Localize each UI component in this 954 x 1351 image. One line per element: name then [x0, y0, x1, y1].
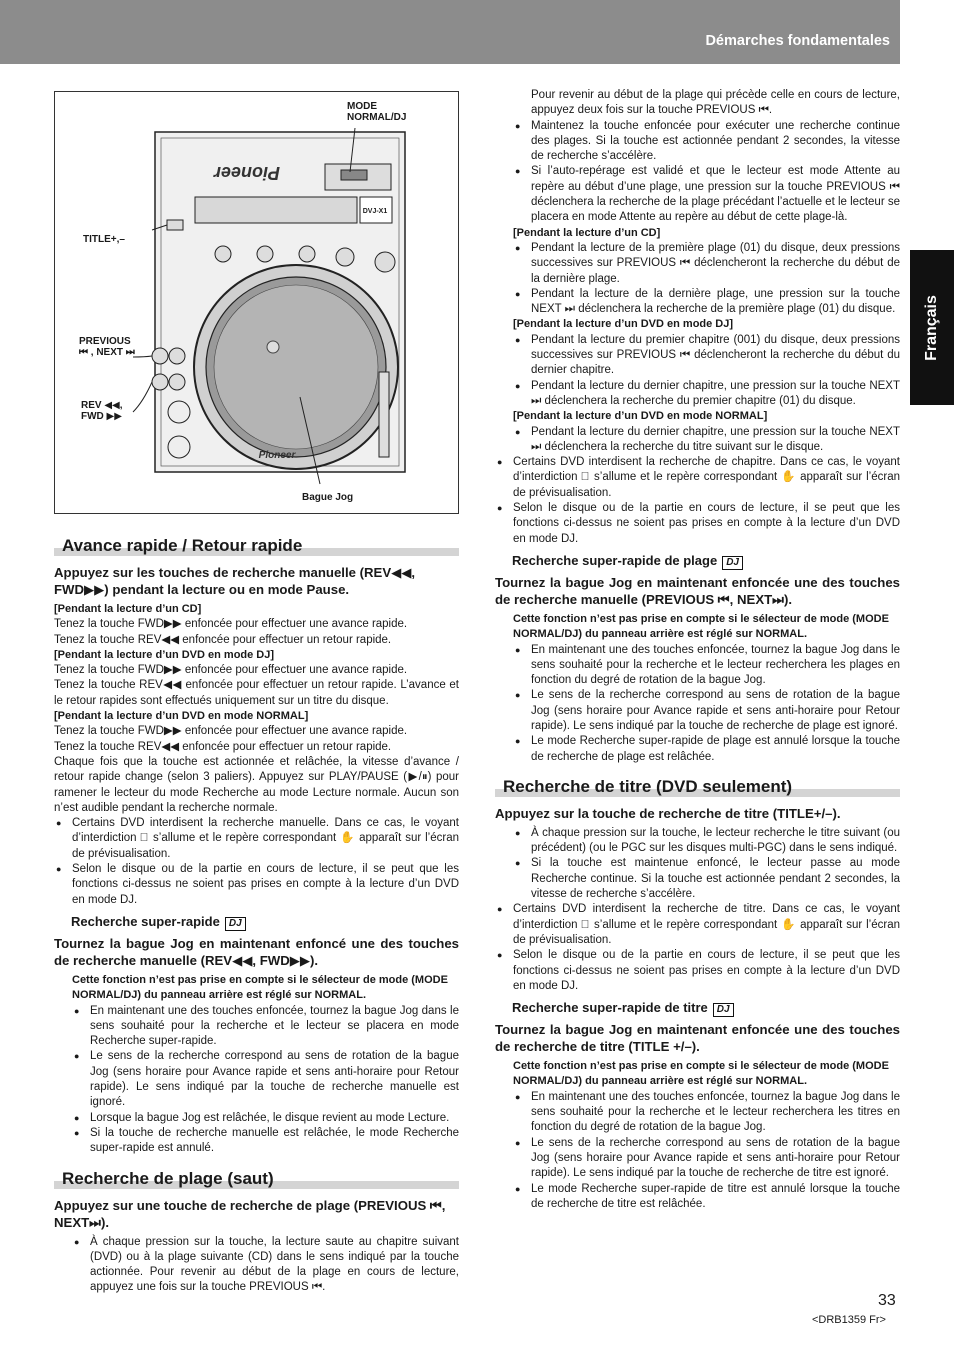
list-item: ● Si la touche de recherche manuelle est relâchée, le mode Recherche super-rapide est annulé. — [72, 1126, 459, 1157]
list-item: ● Pendant la lecture du dernier chapitre, une pression sur la touche NEXT ⏭ déclenchera la recherche du titre suivant sur le disque. — [513, 425, 900, 456]
header-title: Démarches fondamentales — [705, 33, 890, 49]
section2-normal-heading: [Pendant la lecture d’un DVD en mode NORMAL] — [513, 410, 768, 423]
section2-general-bullets — [495, 455, 900, 547]
section1-super-title — [71, 914, 459, 931]
section3-bullets — [513, 826, 900, 902]
list-item: ● Si la touche est maintenue enfoncé, le lecteur passe au mode Recherche continue. Si la touche est actionnée pendant 2 secondes, la vitesse de recherche s’accélère. — [513, 856, 900, 902]
knob-5 — [375, 252, 395, 272]
section2-cd-bullets — [513, 241, 900, 317]
label-mode: MODE NORMAL/DJ — [347, 101, 407, 123]
label-rev-fwd: REV ◀◀, FWD ▶▶ — [81, 400, 123, 422]
section1-cd-line: Tenez la touche FWD▶▶ enfoncée pour effectuer une avance rapide. — [54, 618, 408, 631]
page-number: 33 — [878, 1292, 896, 1309]
section3-super-instruction: Tournez la bague Jog en maintenant enfoncée une des touches de recherche de titre (TITLE +/–). — [495, 1022, 900, 1055]
section1-dj-line: Tenez la touche REV◀◀ enfoncée pour effectuer un retour rapide. L’avance et le retour rapides sont effectués uniquement sur un titre du disque. — [54, 679, 459, 707]
label-previous-next: PREVIOUS ⏮ , NEXT ⏭ — [79, 336, 135, 358]
section1-normal-line: Chaque fois que la touche est actionnée et relâchée, la vitesse d’avance / retour rapide change (selon 3 paliers). Appuyez sur PLAY/PAUSE (▶/⏸) pour ramener le lecteur du mode Recherche au mode Lecture normale. Aucun son n’est audible pendant la recherche normale. — [54, 755, 459, 814]
dj-badge: DJ — [713, 1003, 734, 1017]
model-text: DVJ-X1 — [362, 208, 388, 215]
list-item: ● Pendant la lecture de la dernière plage, une pression sur la touche NEXT ⏭ déclenchera la recherche de la première plage (01) du disque. — [513, 287, 900, 318]
section3-super-title — [512, 1000, 900, 1017]
title-buttons — [167, 220, 183, 230]
section3-instruction: Appuyez sur la touche de recherche de titre (TITLE+/–). — [495, 805, 841, 821]
list-item: ● Si l’auto-repérage est validé et que le lecteur est mode Attente au repère au début d’une plage, une pression sur la touche PREVIOUS ⏮ déclenchera la recherche de la plage précédant l’actuelle et le lecteur se placera en mode Attente au repère au début de cette plage-là. — [513, 164, 900, 225]
section2-super-instruction: Tournez la bague Jog en maintenant enfoncée une des touches de recherche manuelle (PREVIOUS ⏮, NEXT⏭). — [495, 574, 900, 607]
list-item: ● Le sens de la recherche correspond au sens de rotation de la bague Jog (sens horaire pour Avance rapide et sens anti-horaire pour Retour rapide). Le sens indiqué par la touche de recherche de plage est ignoré. — [513, 688, 900, 734]
section1-dj-line: Tenez la touche FWD▶▶ enfoncée pour effectuer une avance rapide. — [54, 664, 408, 677]
section2-bullets-a — [72, 1235, 459, 1296]
list-item: ● Le sens de la recherche correspond au sens de rotation de la bague Jog (sens horaire pour Avance rapide et sens anti-horaire pour Retour rapide). Le sens indiqué par la touche de recherche manuelle est ignoré. — [72, 1049, 459, 1110]
left-column — [54, 532, 459, 1296]
section1-cd-line: Tenez la touche REV◀◀ enfoncée pour effectuer un retour rapide. — [54, 633, 392, 646]
list-item: ● Selon le disque ou de la partie en cours de lecture, il se peut que les fonctions ci-dessus ne soient pas prises en compte à la lecture d’un DVD en mode DJ. — [495, 948, 900, 994]
list-item: ● Certains DVD interdisent la recherche de chapitre. Dans ce cas, le voyant d’interdiction ⃠ s’allume et le repère correspondant ✋ apparaît sur l’écran de prévisualisation. — [495, 455, 900, 501]
section2-super-title — [512, 553, 900, 570]
section2-dj-bullets — [513, 333, 900, 409]
list-item: ● Selon le disque ou de la partie en cours de lecture, il se peut que les fonctions ci-dessus ne soient pas prises en compte à la lecture d’un DVD en mode DJ. — [495, 501, 900, 547]
fwd-button — [169, 374, 185, 390]
section2-cd-heading: [Pendant la lecture d’un CD] — [513, 226, 661, 239]
section2-super-title-text: Recherche super-rapide de plage — [512, 552, 718, 568]
knob-1 — [215, 246, 231, 262]
brand-text: Pioneer — [258, 450, 296, 461]
section3-super-title-text: Recherche super-rapide de titre — [512, 1000, 708, 1016]
device-illustration — [54, 91, 459, 514]
device-drawing — [55, 92, 458, 513]
dj-badge: DJ — [225, 917, 246, 931]
right-column — [495, 88, 900, 1212]
section1-normal-line: Tenez la touche REV◀◀ enfoncée pour effectuer un retour rapide. — [54, 740, 392, 753]
list-item: ● Certains DVD interdisent la recherche manuelle. Dans ce cas, le voyant d’interdiction ⃠ s’allume et le repère correspondant ✋ apparaît sur l’écran de prévisualisation. — [54, 816, 459, 862]
list-item: ● Le sens de la recherche correspond au sens de rotation de la bague Jog (sens horaire pour Avance rapide et sens anti-horaire pour Retour rapide). Le sens indiqué par la touche de recherche de titre est ignoré. — [513, 1136, 900, 1182]
document-code: <DRB1359 Fr> — [812, 1314, 886, 1326]
section2-normal-bullets — [513, 425, 900, 456]
mode-switch — [341, 170, 367, 180]
page-header — [0, 0, 900, 64]
section2-super-note: Cette fonction n’est pas prise en compte si le sélecteur de mode (MODE NORMAL/DJ) du panneau arrière est réglé sur NORMAL. — [513, 612, 889, 641]
leader-previous — [133, 356, 152, 357]
section3-general-bullets — [495, 902, 900, 994]
section2-dj-heading: [Pendant la lecture d’un DVD en mode DJ] — [513, 318, 734, 331]
list-item: ● Le mode Recherche super-rapide de titre est annulé lorsque la touche de recherche de titre est relâchée. — [513, 1182, 900, 1213]
language-tab-label: Français — [923, 294, 940, 361]
section2-title: Recherche de plage (saut) — [54, 1169, 459, 1189]
section1-super-bullets — [72, 1004, 459, 1157]
jog-platter — [214, 285, 378, 449]
cue-button — [168, 436, 190, 458]
next-button — [169, 348, 185, 364]
display-window — [195, 197, 357, 223]
section1-super-instruction: Tournez la bague Jog en maintenant enfoncé une des touches de recherche manuelle (REV◀◀, FWD▶▶). — [54, 935, 459, 968]
platter-highlight — [267, 341, 279, 353]
section1-instruction: Appuyez sur les touches de recherche manuelle (REV◀◀, FWD▶▶) pendant la lecture ou en mode Pause. — [54, 565, 416, 597]
section1-dj-heading: [Pendant la lecture d’un DVD en mode DJ] — [54, 648, 275, 661]
section1-super-title-text: Recherche super-rapide — [71, 913, 220, 929]
rev-button — [152, 374, 168, 390]
language-tab — [910, 250, 954, 405]
previous-button — [152, 348, 168, 364]
knob-3 — [299, 246, 315, 262]
list-item: ● En maintenant une des touches enfoncée, tournez la bague Jog dans le sens souhaité pour la recherche et le lecteur se placera en mode Recherche super-rapide. — [72, 1004, 459, 1050]
section3-title: Recherche de titre (DVD seulement) — [495, 777, 900, 797]
list-item: ● En maintenant une des touches enfoncée, tournez la bague Jog dans le sens souhaité pour la recherche et le lecteur recherchera les titres en fonction du degré de rotation de la bague Jog. — [513, 1090, 900, 1136]
knob-4 — [336, 248, 354, 266]
section2-continuation: Pour revenir au début de la plage qui précède celle en cours de lecture, appuyez deux fois sur la touche PREVIOUS ⏮. — [531, 89, 900, 117]
list-item: ● Pendant la lecture du dernier chapitre, une pression sur la touche NEXT ⏭ déclenchera la recherche du premier chapitre (01) du disque. — [513, 379, 900, 410]
list-item: ● Selon le disque ou de la partie en cours de lecture, il se peut que les fonctions ci-dessus ne soient pas prises en compte à la lecture d’un DVD en mode DJ. — [54, 862, 459, 908]
list-item: ● Le mode Recherche super-rapide de plage est annulé lorsque la touche de recherche de plage est relâchée. — [513, 734, 900, 765]
play-button — [168, 401, 190, 423]
section3-super-bullets — [513, 1090, 900, 1212]
list-item: ● À chaque pression sur la touche, la lecture saute au chapitre suivant (DVD) ou à la plage suivante (CD) dans le sens indiqué par la touche actionnée. Pour revenir au début de la plage en cours de lecture, appuyez une fois sur la touche PREVIOUS ⏮. — [72, 1235, 459, 1296]
label-title: TITLE+,– — [83, 234, 125, 245]
list-item: ● À chaque pression sur la touche, le lecteur recherche le titre suivant (ou précédent) (ou le PGC sur les disques multi-PGC) dans le sens indiqué. — [513, 826, 900, 857]
list-item: ● Maintenez la touche enfoncée pour exécuter une recherche continue des plages. Si la touche est actionnée pendant 2 secondes, la vitesse de recherche s’accélère. — [513, 119, 900, 165]
label-jog: Bague Jog — [302, 492, 354, 503]
section1-normal-line: Tenez la touche FWD▶▶ enfoncée pour effectuer une avance rapide. — [54, 725, 408, 738]
dj-badge: DJ — [722, 556, 743, 570]
knob-2 — [257, 246, 273, 262]
section2-bullets-b — [513, 119, 900, 226]
section3-super-note: Cette fonction n’est pas prise en compte si le sélecteur de mode (MODE NORMAL/DJ) du panneau arrière est réglé sur NORMAL. — [513, 1060, 889, 1088]
section1-super-note: Cette fonction n’est pas prise en compte si le sélecteur de mode (MODE NORMAL/DJ) du panneau arrière est réglé sur NORMAL. — [72, 973, 448, 1002]
section2-instruction: Appuyez sur une touche de recherche de plage (PREVIOUS ⏮, NEXT⏭). — [54, 1197, 446, 1230]
list-item: ● Pendant la lecture du premier chapitre (001) du disque, deux pressions successives sur PREVIOUS ⏮ déclencheront la recherche du début du dernier chapitre. — [513, 333, 900, 379]
list-item: ● En maintenant une des touches enfoncée, tournez la bague Jog dans le sens souhaité pour la recherche et le lecteur recherchera les plages en fonction du degré de rotation de la bague Jog. — [513, 643, 900, 689]
list-item: ● Lorsque la bague Jog est relâchée, le disque revient au mode Lecture. — [72, 1111, 459, 1126]
list-item: ● Certains DVD interdisent la recherche de titre. Dans ce cas, le voyant d’interdiction ⃠ s’allume et le repère correspondant ✋ apparaît sur l’écran de prévisualisation. — [495, 902, 900, 948]
tempo-slider — [379, 372, 389, 457]
section2-super-bullets — [513, 643, 900, 765]
section1-normal-heading: [Pendant la lecture d’un DVD en mode NORMAL] — [54, 710, 309, 723]
section1-bullets — [54, 816, 459, 908]
list-item: ● Pendant la lecture de la première plage (01) du disque, deux pressions successives sur PREVIOUS ⏮ déclencheront la recherche du début de la dernière plage. — [513, 241, 900, 287]
brand-text-upside-down: Pioneer — [213, 163, 280, 183]
section1-title: Avance rapide / Retour rapide — [54, 536, 459, 556]
section1-cd-heading: [Pendant la lecture d’un CD] — [54, 603, 202, 615]
